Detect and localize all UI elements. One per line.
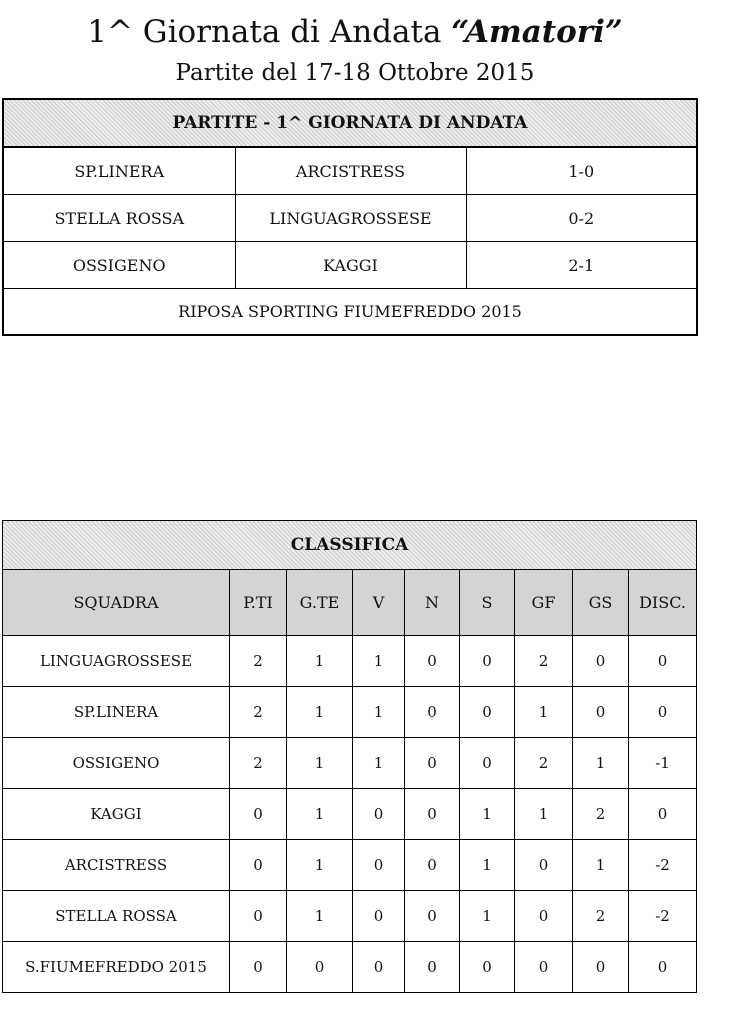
cell-played: 0 [287,942,353,993]
column-header-points: P.TI [230,570,287,636]
cell-discipline: 0 [629,687,697,738]
cell-draws: 0 [405,789,460,840]
standings-row [3,942,697,993]
cell-losses: 0 [460,687,515,738]
column-header-discipline: DISC. [629,570,697,636]
cell-goals-against: 0 [573,687,629,738]
cell-draws: 0 [405,636,460,687]
home-team: SP.LINERA [3,147,235,195]
cell-losses: 0 [460,738,515,789]
cell-points: 0 [230,840,287,891]
cell-draws: 0 [405,738,460,789]
standings-row [3,738,697,789]
cell-team: SP.LINERA [3,687,230,738]
cell-goals-against: 2 [573,891,629,942]
column-header-goals-for: GF [515,570,573,636]
standings-row [3,687,697,738]
cell-goals-against: 0 [573,636,629,687]
matches-heading: PARTITE - 1^ GIORNATA DI ANDATA [3,99,697,147]
cell-points: 2 [230,738,287,789]
standings-row [3,636,697,687]
standings-table [2,520,697,993]
cell-goals-for: 2 [515,636,573,687]
cell-losses: 1 [460,789,515,840]
standings-row [3,840,697,891]
cell-draws: 0 [405,942,460,993]
cell-goals-against: 2 [573,789,629,840]
cell-goals-for: 1 [515,789,573,840]
cell-played: 1 [287,738,353,789]
cell-goals-against: 0 [573,942,629,993]
cell-losses: 1 [460,840,515,891]
cell-points: 2 [230,687,287,738]
away-team: ARCISTRESS [235,147,466,195]
cell-wins: 0 [353,840,405,891]
match-score: 1-0 [466,147,697,195]
cell-goals-against: 1 [573,840,629,891]
column-header-losses: S [460,570,515,636]
cell-goals-for: 2 [515,738,573,789]
cell-goals-for: 1 [515,687,573,738]
cell-draws: 0 [405,840,460,891]
cell-team: LINGUAGROSSESE [3,636,230,687]
standings-heading: CLASSIFICA [3,521,697,570]
cell-played: 1 [287,636,353,687]
match-score: 2-1 [466,242,697,289]
cell-played: 1 [287,840,353,891]
standings-header-row [3,521,697,570]
cell-goals-for: 0 [515,942,573,993]
cell-draws: 0 [405,687,460,738]
cell-points: 2 [230,636,287,687]
cell-discipline: 0 [629,636,697,687]
cell-team: S.FIUMEFREDDO 2015 [3,942,230,993]
cell-discipline: -2 [629,891,697,942]
cell-goals-for: 0 [515,891,573,942]
standings-row [3,789,697,840]
cell-wins: 1 [353,738,405,789]
cell-goals-against: 1 [573,738,629,789]
cell-points: 0 [230,942,287,993]
cell-team: ARCISTRESS [3,840,230,891]
match-score: 0-2 [466,195,697,242]
cell-discipline: 0 [629,942,697,993]
rest-note: RIPOSA SPORTING FIUMEFREDDO 2015 [3,289,697,336]
cell-wins: 0 [353,789,405,840]
cell-team: KAGGI [3,789,230,840]
away-team: KAGGI [235,242,466,289]
cell-discipline: -1 [629,738,697,789]
cell-wins: 0 [353,891,405,942]
title-category: “Amatori” [451,14,623,50]
match-row [3,195,697,242]
title-main: 1^ Giornata di Andata [87,14,452,50]
cell-wins: 1 [353,636,405,687]
away-team: LINGUAGROSSESE [235,195,466,242]
column-header-goals-against: GS [573,570,629,636]
cell-points: 0 [230,891,287,942]
column-header-team: SQUADRA [3,570,230,636]
cell-losses: 0 [460,636,515,687]
home-team: OSSIGENO [3,242,235,289]
cell-draws: 0 [405,891,460,942]
cell-team: STELLA ROSSA [3,891,230,942]
cell-wins: 1 [353,687,405,738]
home-team: STELLA ROSSA [3,195,235,242]
column-header-wins: V [353,570,405,636]
cell-discipline: 0 [629,789,697,840]
cell-goals-for: 0 [515,840,573,891]
cell-wins: 0 [353,942,405,993]
cell-team: OSSIGENO [3,738,230,789]
cell-played: 1 [287,891,353,942]
standings-row [3,891,697,942]
cell-discipline: -2 [629,840,697,891]
cell-losses: 1 [460,891,515,942]
matches-header-row [3,99,697,147]
cell-played: 1 [287,789,353,840]
cell-played: 1 [287,687,353,738]
matches-table [2,98,698,336]
rest-row [3,289,697,336]
match-row [3,242,697,289]
column-header-played: G.TE [287,570,353,636]
cell-losses: 0 [460,942,515,993]
page-subtitle: Partite del 17-18 Ottobre 2015 [175,60,535,86]
standings-columns-row [3,570,697,636]
match-row [3,147,697,195]
page-title [0,12,710,52]
column-header-draws: N [405,570,460,636]
cell-points: 0 [230,789,287,840]
